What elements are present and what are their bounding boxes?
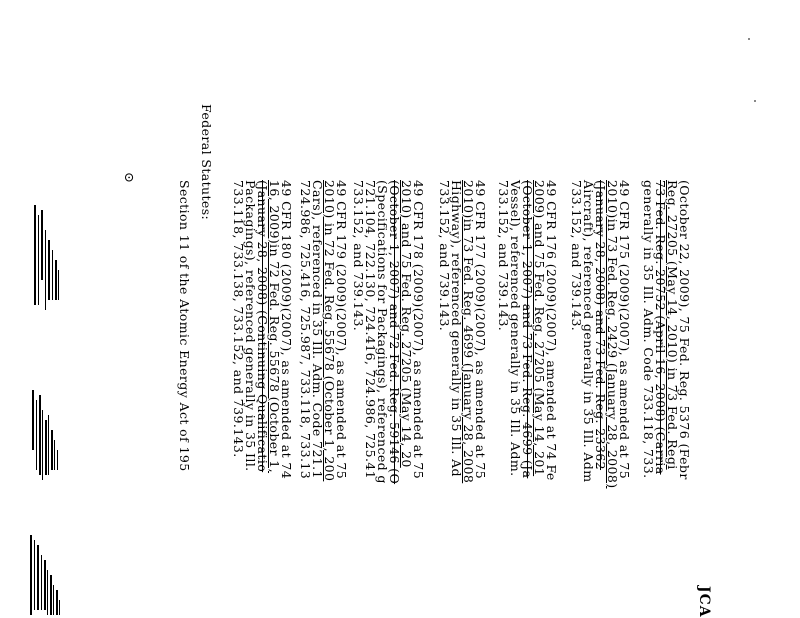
text-block-177: [438, 180, 486, 483]
text-line: (January 28, 2008) (Continuing Qualificatio: [255, 180, 270, 473]
text-line: (January 28, 2008) and 73 Fed. Reg. 23362: [593, 180, 608, 471]
scan-noise-strips: [0, 0, 120, 618]
text-line: Packagings), referenced generally in 35 Ill.: [243, 180, 258, 472]
text-line: Vessel), referenced generally in 35 Ill. Adm.: [508, 180, 523, 477]
text-line: Aircraft), referenced generally in 35 Ill. Adm: [581, 180, 596, 483]
text-line: (Specifications for Packagings), referenced g: [375, 180, 390, 484]
text-line: 2010) and 75 Fed. Reg. 27205 (May 14, 20: [399, 180, 414, 468]
text-line: 49 CFR 177 (2009)(2007), as amended at 75: [473, 180, 488, 480]
text-line: Cars), referenced in 35 Ill. Adm. Code 721.1: [310, 180, 325, 479]
section-text-line: Section 11 of the Atomic Energy Act of 195: [177, 180, 192, 472]
scan-speck: [754, 100, 756, 102]
text-line: 49 CFR 179 (2009)(2007), as amended at 75: [334, 180, 349, 480]
text-line: 49 CFR 175 (2009)(2007), as amended at 75: [617, 180, 632, 480]
text-line: 2010)in 73 Fed. Reg. 4699 (January 28, 2008: [461, 180, 476, 484]
section-heading-label: Federal Statutes:: [199, 104, 214, 221]
text-block-1: [642, 180, 690, 480]
text-line: 49 CFR 178 (2009)(2007), as amended at 75: [411, 180, 426, 480]
text-line: 721.104, 722.130, 724.416, 724.986, 725.41: [363, 180, 378, 480]
text-line: 2009) and 75 Fed. Reg. 27205 (May 14, 201: [532, 180, 547, 477]
text-block-180: [232, 180, 292, 479]
text-line: 73 Fed. Reg. 20752 (April 16, 2008) (Carria: [653, 180, 668, 475]
text-line: (October 22, 2009), 75 Fed. Reg. 5376 (Febr: [677, 180, 692, 480]
text-line: 49 CFR 180 (2009)(2007), as amended at 74: [279, 180, 294, 480]
text-line: 49 CFR 176 (2009)(2007), amended at 74 Fe: [544, 180, 559, 481]
text-line: Reg. 27205 (May 14, 2010) in 73 Fed. Regi: [665, 180, 680, 470]
scan-speck: [748, 38, 750, 40]
text-line: generally in 35 Ill. Adm. Code 733.118, 733.: [641, 180, 656, 479]
text-line: 2010)in 73 Fed. Reg. 2429 (January 28, 2008): [605, 180, 620, 489]
text-block-175: [570, 180, 630, 489]
circle-mark-icon: ⊙: [121, 172, 136, 183]
text-block-178: [352, 180, 424, 484]
text-line: 16, 2009)in 72 Fed. Reg. 55678 (October 1,: [267, 180, 282, 474]
section-heading: [200, 104, 212, 220]
running-header: JCA: [696, 586, 712, 618]
section-text: [178, 180, 190, 472]
text-line: 733.152, and 739.143.: [437, 180, 452, 332]
text-line: 733.152, and 739.143.: [569, 180, 584, 332]
text-line: 724.986, 725.416, 725.987, 733.118, 733.13: [298, 180, 313, 480]
text-block-179: [299, 180, 347, 481]
text-block-176: [497, 180, 557, 481]
text-line: Highway), referenced generally in 35 Ill. Ad: [449, 180, 464, 477]
text-line: 2010) in 72 Fed. Reg. 55678 (October 1, 200: [322, 180, 337, 482]
text-line: 733.152, and 739.143.: [351, 180, 366, 332]
text-line: (October 1, 2007) and 73 Fed. Reg. 4699 (Ja: [520, 180, 535, 479]
text-line: 733.118, 733.138, 733.152, and 739.143.: [231, 180, 246, 458]
text-line: (October 1, 2007) and 72 Fed. Reg. 59146 (O: [387, 180, 402, 485]
text-line: 733.152, and 739.143.: [496, 180, 511, 332]
